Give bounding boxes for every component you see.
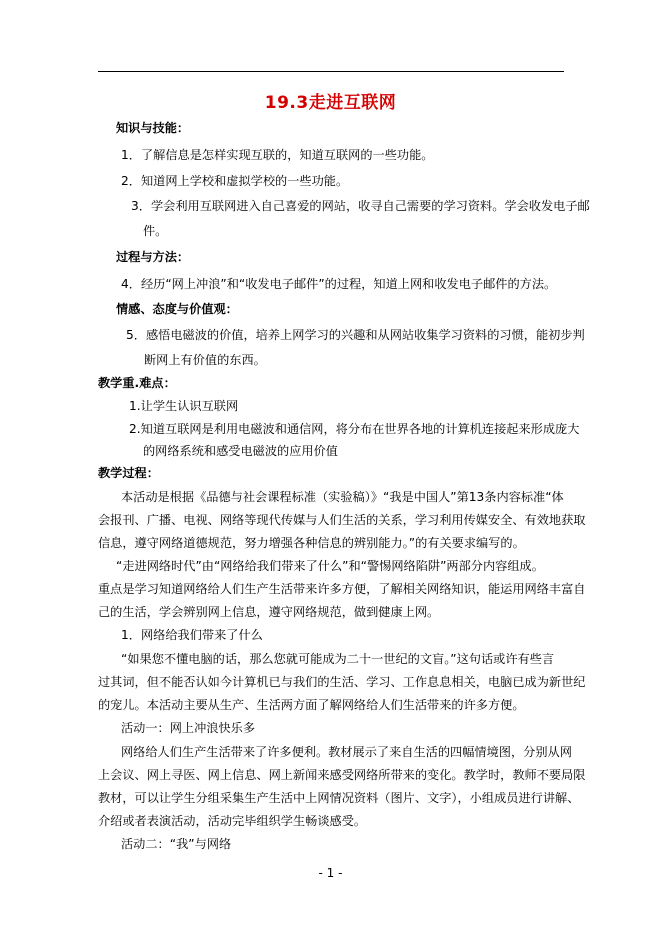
list-item: 2．知道网上学校和虚拟学校的一些功能。	[121, 174, 349, 188]
section-heading-knowledge: 知识与技能：	[116, 121, 190, 135]
section-heading-procedure: 教学过程：	[98, 466, 159, 480]
paragraph-line: 介绍或者表演活动，活动完毕组织学生畅谈感受。	[98, 814, 367, 828]
paragraph-line: “走进网络时代”由“网络给我们带来了什么”和“警惕网络陷阱”两部分内容组成。	[116, 559, 544, 573]
header-rule	[98, 71, 564, 72]
paragraph-line: 网络给人们生产生活带来了许多便利。教材展示了来自生活的四幅情境图，分别从网	[121, 745, 572, 759]
paragraph-line: 信息，遵守网络道德规范，努力增强各种信息的辨别能力。”的有关要求编写的。	[98, 536, 525, 550]
paragraph-line: “如果您不懂电脑的话，那么您就可能成为二十一世纪的文盲。”这句话或许有些言	[121, 652, 555, 666]
paragraph-line: 己的生活，学会辨别网上信息，遵守网络规范，做到健康上网。	[98, 605, 440, 619]
paragraph-line: 过其词，但不能否认如今计算机已与我们的生活、学习、工作息息相关，电脑已成为新世纪	[98, 675, 586, 689]
subheading: 活动一：网上冲浪快乐多	[121, 721, 256, 735]
list-item-continuation: 断网上有价值的东西。	[144, 353, 266, 367]
section-heading-focus: 教学重.难点：	[98, 376, 176, 390]
paragraph-line: 教材，可以让学生分组采集生产生活中上网情况资料（图片、文字），小组成员进行讲解、	[98, 791, 580, 805]
subheading: 活动二：“我”与网络	[121, 837, 232, 851]
list-item-continuation: 的网络系统和感受电磁波的应用价值	[143, 444, 338, 458]
section-heading-emotion: 情感、态度与价值观：	[116, 302, 238, 316]
list-item-continuation: 件。	[143, 224, 168, 238]
list-item: 1．了解信息是怎样实现互联的，知道互联网的一些功能。	[121, 148, 434, 162]
paragraph-line: 的宠儿。本活动主要从生产、生活两方面了解网络给人们生活带来的许多方便。	[98, 698, 525, 712]
subheading: 1．网络给我们带来了什么	[121, 628, 263, 642]
paragraph-line: 本活动是根据《品德与社会课程标准（实验稿）》“我是中国人”第13条内容标准“体	[121, 490, 564, 504]
list-item: 1.让学生认识互联网	[129, 399, 239, 413]
section-heading-process: 过程与方法：	[116, 250, 190, 264]
page-number: - 1 -	[318, 866, 343, 880]
page-title: 19.3走进互联网	[264, 93, 397, 113]
paragraph-line: 会报刊、广播、电视、网络等现代传媒与人们生活的关系，学习利用传媒安全、有效地获取	[98, 513, 586, 527]
list-item: 3．学会利用互联网进入自己喜爱的网站，收寻自己需要的学习资料。学会收发电子邮	[131, 199, 590, 213]
paragraph-line: 重点是学习知道网络给人们生产生活带来许多方便，了解相关网络知识，能运用网络丰富自	[98, 582, 586, 596]
list-item: 5．感悟电磁波的价值，培养上网学习的兴趣和从网站收集学习资料的习惯，能初步判	[126, 328, 585, 342]
list-item: 4．经历“网上冲浪”和“收发电子邮件”的过程，知道上网和收发电子邮件的方法。	[121, 277, 557, 291]
list-item: 2.知道互联网是利用电磁波和通信网，将分布在世界各地的计算机连接起来形成庞大	[129, 422, 580, 436]
paragraph-line: 上会议、网上寻医、网上信息、网上新闻来感受网络所带来的变化。教学时，教师不要局限	[98, 768, 586, 782]
